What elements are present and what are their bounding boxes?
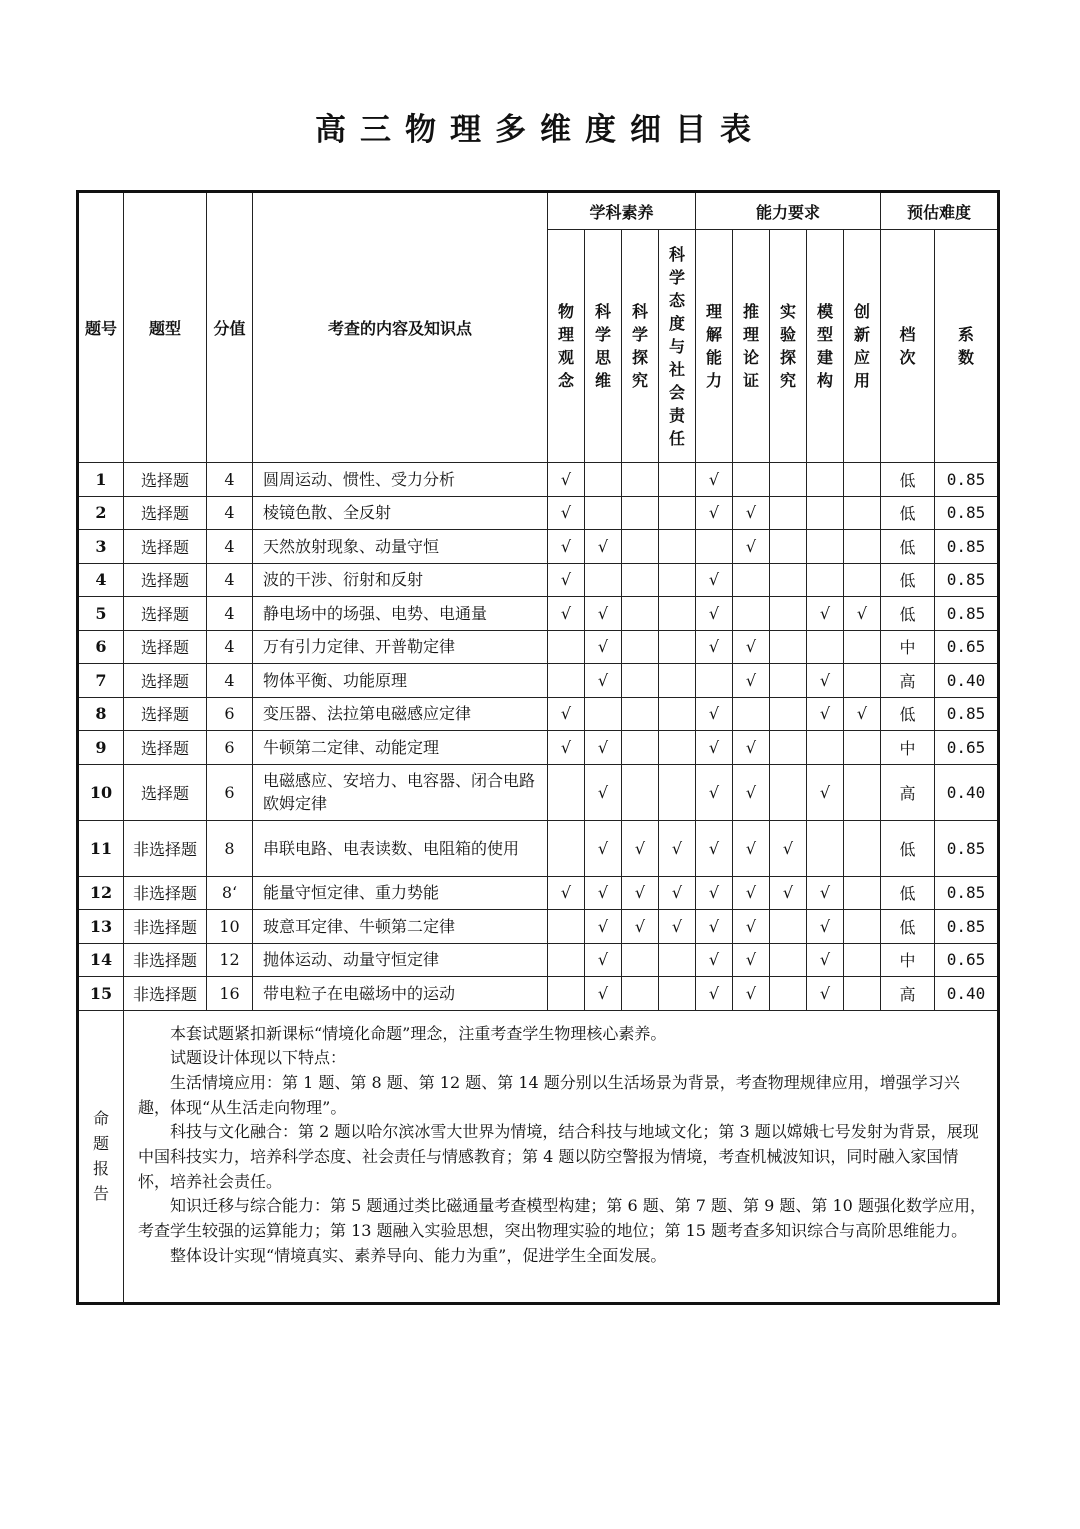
check-cell: √ bbox=[733, 630, 770, 664]
check-cell bbox=[844, 820, 881, 876]
question-type: 选择题 bbox=[124, 630, 207, 664]
difficulty-level: 低 bbox=[881, 463, 935, 497]
check-cell bbox=[844, 731, 881, 765]
check-cell bbox=[844, 977, 881, 1011]
check-cell bbox=[844, 664, 881, 698]
header-level-text: 档 次 bbox=[899, 325, 916, 367]
difficulty-coefficient: 0.85 bbox=[935, 876, 999, 910]
table-row bbox=[78, 943, 999, 977]
header-score: 分值 bbox=[207, 192, 253, 463]
check-cell bbox=[659, 943, 696, 977]
difficulty-level: 低 bbox=[881, 876, 935, 910]
check-cell bbox=[622, 943, 659, 977]
check-cell bbox=[844, 563, 881, 597]
check-cell bbox=[622, 463, 659, 497]
question-content: 静电场中的场强、电势、电通量 bbox=[253, 597, 548, 631]
difficulty-coefficient: 0.85 bbox=[935, 463, 999, 497]
check-cell bbox=[844, 764, 881, 820]
check-cell bbox=[659, 597, 696, 631]
question-score: 4 bbox=[207, 563, 253, 597]
check-cell: √ bbox=[548, 876, 585, 910]
check-cell: √ bbox=[585, 977, 622, 1011]
check-cell: √ bbox=[696, 820, 733, 876]
difficulty-coefficient: 0.40 bbox=[935, 764, 999, 820]
question-content: 带电粒子在电磁场中的运动 bbox=[253, 977, 548, 1011]
check-cell: √ bbox=[733, 910, 770, 944]
difficulty-coefficient: 0.40 bbox=[935, 977, 999, 1011]
question-number: 13 bbox=[78, 910, 124, 944]
question-number: 2 bbox=[78, 496, 124, 530]
report-paragraph: 科技与文化融合：第 2 题以哈尔滨冰雪大世界为情境，结合科技与地域文化；第 3 题以嫦娥七号发射为背景，展现中国科技实力，培养科学态度、社会责任与情感教育；第 4 题以防空警报为情境，考查机械波知识，同时融入家国情怀，培养社会责任。 bbox=[138, 1122, 979, 1191]
check-cell bbox=[807, 820, 844, 876]
check-cell bbox=[585, 496, 622, 530]
question-content: 波的干涉、衍射和反射 bbox=[253, 563, 548, 597]
check-cell: √ bbox=[807, 764, 844, 820]
check-cell: √ bbox=[548, 463, 585, 497]
check-cell bbox=[548, 630, 585, 664]
difficulty-coefficient: 0.85 bbox=[935, 597, 999, 631]
header-ability-2-text: 推 理 论 证 bbox=[743, 302, 760, 390]
check-cell bbox=[807, 563, 844, 597]
check-cell bbox=[659, 530, 696, 564]
difficulty-coefficient: 0.85 bbox=[935, 820, 999, 876]
check-cell: √ bbox=[696, 876, 733, 910]
check-cell: √ bbox=[807, 876, 844, 910]
question-type: 选择题 bbox=[124, 463, 207, 497]
header-literacy-1 bbox=[548, 230, 585, 463]
check-cell bbox=[844, 910, 881, 944]
check-cell bbox=[770, 664, 807, 698]
question-number: 3 bbox=[78, 530, 124, 564]
check-cell bbox=[733, 463, 770, 497]
check-cell bbox=[622, 496, 659, 530]
question-type: 非选择题 bbox=[124, 820, 207, 876]
question-content: 万有引力定律、开普勒定律 bbox=[253, 630, 548, 664]
check-cell bbox=[844, 943, 881, 977]
question-score: 4 bbox=[207, 530, 253, 564]
header-coef bbox=[935, 230, 999, 463]
question-content: 棱镜色散、全反射 bbox=[253, 496, 548, 530]
question-score: 10 bbox=[207, 910, 253, 944]
check-cell: √ bbox=[696, 977, 733, 1011]
report-paragraph: 试题设计体现以下特点： bbox=[170, 1048, 347, 1068]
table-row bbox=[78, 977, 999, 1011]
question-score: 6 bbox=[207, 731, 253, 765]
check-cell: √ bbox=[585, 597, 622, 631]
question-number: 4 bbox=[78, 563, 124, 597]
header-q-type: 题型 bbox=[124, 192, 207, 463]
table-row bbox=[78, 530, 999, 564]
check-cell bbox=[696, 530, 733, 564]
check-cell bbox=[844, 630, 881, 664]
check-cell bbox=[659, 496, 696, 530]
question-type: 选择题 bbox=[124, 496, 207, 530]
check-cell: √ bbox=[733, 764, 770, 820]
check-cell bbox=[622, 977, 659, 1011]
header-ability-3-text: 实 验 探 究 bbox=[780, 302, 797, 390]
header-literacy-4 bbox=[659, 230, 696, 463]
check-cell: √ bbox=[585, 731, 622, 765]
question-type: 选择题 bbox=[124, 563, 207, 597]
check-cell: √ bbox=[733, 876, 770, 910]
question-number: 1 bbox=[78, 463, 124, 497]
header-ability-3 bbox=[770, 230, 807, 463]
check-cell: √ bbox=[585, 764, 622, 820]
question-content: 玻意耳定律、牛顿第二定律 bbox=[253, 910, 548, 944]
check-cell: √ bbox=[622, 910, 659, 944]
header-literacy-1-text: 物 理 观 念 bbox=[557, 302, 574, 390]
header-group-ability: 能力要求 bbox=[696, 192, 881, 230]
table-row bbox=[78, 697, 999, 731]
check-cell bbox=[770, 530, 807, 564]
check-cell: √ bbox=[807, 910, 844, 944]
difficulty-coefficient: 0.85 bbox=[935, 697, 999, 731]
header-coef-text: 系 数 bbox=[958, 325, 975, 367]
check-cell: √ bbox=[696, 943, 733, 977]
check-cell: √ bbox=[733, 496, 770, 530]
table-row bbox=[78, 731, 999, 765]
check-cell bbox=[622, 597, 659, 631]
header-group-difficulty: 预估难度 bbox=[881, 192, 999, 230]
check-cell bbox=[622, 664, 659, 698]
check-cell: √ bbox=[696, 563, 733, 597]
check-cell: √ bbox=[585, 530, 622, 564]
check-cell bbox=[622, 563, 659, 597]
question-score: 16 bbox=[207, 977, 253, 1011]
table-row bbox=[78, 664, 999, 698]
question-type: 选择题 bbox=[124, 530, 207, 564]
check-cell bbox=[622, 530, 659, 564]
question-content: 牛顿第二定律、动能定理 bbox=[253, 731, 548, 765]
check-cell bbox=[770, 943, 807, 977]
difficulty-level: 中 bbox=[881, 731, 935, 765]
check-cell bbox=[733, 597, 770, 631]
report-paragraph: 知识迁移与综合能力：第 5 题通过类比磁通量考查模型构建；第 6 题、第 7 题、第 9 题、第 10 题强化数学应用，考查学生较强的运算能力；第 13 题融入实验思想，突出物理实验的地位；第 15 题考查多知识综合与高阶思维能力。 bbox=[138, 1196, 986, 1241]
table-row bbox=[78, 630, 999, 664]
check-cell bbox=[622, 764, 659, 820]
check-cell: √ bbox=[733, 664, 770, 698]
check-cell bbox=[770, 463, 807, 497]
table-row bbox=[78, 563, 999, 597]
question-score: 4 bbox=[207, 463, 253, 497]
check-cell bbox=[548, 764, 585, 820]
question-score: 4 bbox=[207, 630, 253, 664]
check-cell: √ bbox=[585, 943, 622, 977]
check-cell: √ bbox=[585, 876, 622, 910]
check-cell: √ bbox=[696, 597, 733, 631]
question-number: 6 bbox=[78, 630, 124, 664]
question-content: 变压器、法拉第电磁感应定律 bbox=[253, 697, 548, 731]
check-cell: √ bbox=[770, 820, 807, 876]
question-score: 12 bbox=[207, 943, 253, 977]
check-cell: √ bbox=[548, 563, 585, 597]
check-cell bbox=[807, 731, 844, 765]
header-ability-1-text: 理 解 能 力 bbox=[706, 302, 723, 390]
difficulty-level: 中 bbox=[881, 943, 935, 977]
check-cell bbox=[548, 977, 585, 1011]
table-row bbox=[78, 597, 999, 631]
question-score: 6 bbox=[207, 697, 253, 731]
question-number: 12 bbox=[78, 876, 124, 910]
question-type: 非选择题 bbox=[124, 943, 207, 977]
question-type: 选择题 bbox=[124, 664, 207, 698]
header-literacy-2-text: 科 学 思 维 bbox=[594, 302, 611, 390]
difficulty-level: 低 bbox=[881, 530, 935, 564]
difficulty-coefficient: 0.85 bbox=[935, 563, 999, 597]
check-cell bbox=[844, 496, 881, 530]
header-literacy-3 bbox=[622, 230, 659, 463]
check-cell bbox=[696, 664, 733, 698]
check-cell: √ bbox=[548, 731, 585, 765]
check-cell bbox=[585, 563, 622, 597]
check-cell bbox=[548, 820, 585, 876]
question-number: 15 bbox=[78, 977, 124, 1011]
check-cell: √ bbox=[733, 731, 770, 765]
difficulty-level: 高 bbox=[881, 764, 935, 820]
spec-table bbox=[76, 190, 1000, 1305]
check-cell: √ bbox=[733, 977, 770, 1011]
check-cell: √ bbox=[696, 697, 733, 731]
check-cell bbox=[622, 630, 659, 664]
check-cell: √ bbox=[585, 664, 622, 698]
table-row bbox=[78, 910, 999, 944]
question-score: 8 bbox=[207, 820, 253, 876]
header-level bbox=[881, 230, 935, 463]
header-literacy-4-text: 科 学 态 度 与 社 会 责 任 bbox=[669, 244, 686, 448]
question-number: 11 bbox=[78, 820, 124, 876]
header-group-literacy: 学科素养 bbox=[548, 192, 696, 230]
check-cell bbox=[733, 563, 770, 597]
check-cell bbox=[659, 463, 696, 497]
check-cell bbox=[585, 697, 622, 731]
header-ability-5 bbox=[844, 230, 881, 463]
check-cell bbox=[622, 731, 659, 765]
check-cell bbox=[548, 910, 585, 944]
question-number: 9 bbox=[78, 731, 124, 765]
check-cell bbox=[770, 597, 807, 631]
header-ability-4-text: 模 型 建 构 bbox=[817, 302, 834, 390]
check-cell bbox=[844, 530, 881, 564]
question-number: 14 bbox=[78, 943, 124, 977]
check-cell bbox=[659, 563, 696, 597]
check-cell bbox=[770, 977, 807, 1011]
question-type: 非选择题 bbox=[124, 977, 207, 1011]
report-paragraph: 整体设计实现“情境真实、素养导向、能力为重”，促进学生全面发展。 bbox=[170, 1245, 667, 1265]
difficulty-coefficient: 0.65 bbox=[935, 630, 999, 664]
difficulty-level: 低 bbox=[881, 697, 935, 731]
check-cell: √ bbox=[733, 943, 770, 977]
question-type: 选择题 bbox=[124, 764, 207, 820]
check-cell: √ bbox=[548, 697, 585, 731]
check-cell: √ bbox=[807, 597, 844, 631]
question-score: 4 bbox=[207, 597, 253, 631]
difficulty-coefficient: 0.65 bbox=[935, 943, 999, 977]
question-score: 8‘ bbox=[207, 876, 253, 910]
question-number: 5 bbox=[78, 597, 124, 631]
question-content: 天然放射现象、动量守恒 bbox=[253, 530, 548, 564]
check-cell bbox=[807, 463, 844, 497]
check-cell: √ bbox=[696, 463, 733, 497]
question-number: 10 bbox=[78, 764, 124, 820]
check-cell: √ bbox=[585, 630, 622, 664]
check-cell: √ bbox=[659, 910, 696, 944]
header-literacy-3-text: 科 学 探 究 bbox=[631, 302, 648, 390]
header-q-no: 题号 bbox=[78, 192, 124, 463]
difficulty-level: 高 bbox=[881, 977, 935, 1011]
difficulty-level: 中 bbox=[881, 630, 935, 664]
check-cell: √ bbox=[622, 876, 659, 910]
question-type: 选择题 bbox=[124, 697, 207, 731]
header-ability-2 bbox=[733, 230, 770, 463]
report-paragraph: 本套试题紧扣新课标“情境化命题”理念，注重考查学生物理核心素养。 bbox=[170, 1023, 667, 1043]
check-cell bbox=[548, 943, 585, 977]
check-cell: √ bbox=[807, 664, 844, 698]
question-type: 选择题 bbox=[124, 731, 207, 765]
check-cell: √ bbox=[696, 496, 733, 530]
check-cell bbox=[659, 764, 696, 820]
check-cell bbox=[844, 876, 881, 910]
question-number: 8 bbox=[78, 697, 124, 731]
difficulty-coefficient: 0.85 bbox=[935, 910, 999, 944]
check-cell bbox=[622, 697, 659, 731]
check-cell bbox=[659, 731, 696, 765]
header-literacy-2 bbox=[585, 230, 622, 463]
difficulty-level: 低 bbox=[881, 910, 935, 944]
question-content: 物体平衡、功能原理 bbox=[253, 664, 548, 698]
table-row bbox=[78, 463, 999, 497]
difficulty-level: 低 bbox=[881, 563, 935, 597]
table-row bbox=[78, 820, 999, 876]
question-type: 非选择题 bbox=[124, 910, 207, 944]
check-cell bbox=[770, 764, 807, 820]
check-cell bbox=[770, 496, 807, 530]
question-score: 4 bbox=[207, 496, 253, 530]
check-cell bbox=[659, 630, 696, 664]
header-ability-5-text: 创 新 应 用 bbox=[854, 302, 871, 390]
check-cell bbox=[770, 910, 807, 944]
difficulty-coefficient: 0.65 bbox=[935, 731, 999, 765]
question-content: 串联电路、电表读数、电阻箱的使用 bbox=[253, 820, 548, 876]
check-cell: √ bbox=[696, 764, 733, 820]
check-cell bbox=[548, 664, 585, 698]
table-row bbox=[78, 764, 999, 820]
difficulty-level: 低 bbox=[881, 597, 935, 631]
check-cell bbox=[585, 463, 622, 497]
check-cell: √ bbox=[733, 820, 770, 876]
check-cell: √ bbox=[548, 496, 585, 530]
check-cell bbox=[807, 630, 844, 664]
question-type: 选择题 bbox=[124, 597, 207, 631]
question-number: 7 bbox=[78, 664, 124, 698]
check-cell bbox=[770, 697, 807, 731]
difficulty-coefficient: 0.85 bbox=[935, 496, 999, 530]
report-body bbox=[124, 1010, 999, 1303]
check-cell: √ bbox=[696, 630, 733, 664]
header-ability-1 bbox=[696, 230, 733, 463]
difficulty-level: 低 bbox=[881, 820, 935, 876]
check-cell: √ bbox=[548, 530, 585, 564]
check-cell bbox=[770, 731, 807, 765]
question-type: 非选择题 bbox=[124, 876, 207, 910]
question-content: 电磁感应、安培力、电容器、闭合电路欧姆定律 bbox=[253, 764, 548, 820]
question-score: 6 bbox=[207, 764, 253, 820]
report-label: 命 题 报 告 bbox=[78, 1010, 124, 1303]
check-cell bbox=[807, 530, 844, 564]
report-row bbox=[78, 1010, 999, 1303]
table-row bbox=[78, 876, 999, 910]
check-cell: √ bbox=[844, 697, 881, 731]
check-cell: √ bbox=[659, 820, 696, 876]
check-cell: √ bbox=[807, 977, 844, 1011]
check-cell: √ bbox=[807, 943, 844, 977]
check-cell: √ bbox=[548, 597, 585, 631]
difficulty-level: 高 bbox=[881, 664, 935, 698]
check-cell: √ bbox=[844, 597, 881, 631]
question-content: 圆周运动、惯性、受力分析 bbox=[253, 463, 548, 497]
check-cell: √ bbox=[807, 697, 844, 731]
check-cell bbox=[770, 630, 807, 664]
difficulty-coefficient: 0.85 bbox=[935, 530, 999, 564]
check-cell: √ bbox=[585, 910, 622, 944]
check-cell: √ bbox=[622, 820, 659, 876]
table-row bbox=[78, 496, 999, 530]
check-cell: √ bbox=[733, 530, 770, 564]
check-cell bbox=[659, 664, 696, 698]
check-cell: √ bbox=[696, 910, 733, 944]
question-score: 4 bbox=[207, 664, 253, 698]
question-content: 能量守恒定律、重力势能 bbox=[253, 876, 548, 910]
check-cell bbox=[844, 463, 881, 497]
check-cell bbox=[659, 697, 696, 731]
header-content: 考查的内容及知识点 bbox=[253, 192, 548, 463]
question-content: 抛体运动、动量守恒定律 bbox=[253, 943, 548, 977]
header-ability-4 bbox=[807, 230, 844, 463]
check-cell bbox=[659, 977, 696, 1011]
report-paragraph: 生活情境应用：第 1 题、第 8 题、第 12 题、第 14 题分别以生活场景为背景，考查物理规律应用，增强学习兴趣，体现“从生活走向物理”。 bbox=[138, 1072, 960, 1117]
check-cell bbox=[733, 697, 770, 731]
check-cell: √ bbox=[585, 820, 622, 876]
check-cell: √ bbox=[696, 731, 733, 765]
difficulty-level: 低 bbox=[881, 496, 935, 530]
check-cell bbox=[807, 496, 844, 530]
difficulty-coefficient: 0.40 bbox=[935, 664, 999, 698]
page-title: 高三物理多维度细目表 bbox=[315, 112, 765, 148]
check-cell bbox=[770, 563, 807, 597]
check-cell: √ bbox=[659, 876, 696, 910]
check-cell: √ bbox=[770, 876, 807, 910]
